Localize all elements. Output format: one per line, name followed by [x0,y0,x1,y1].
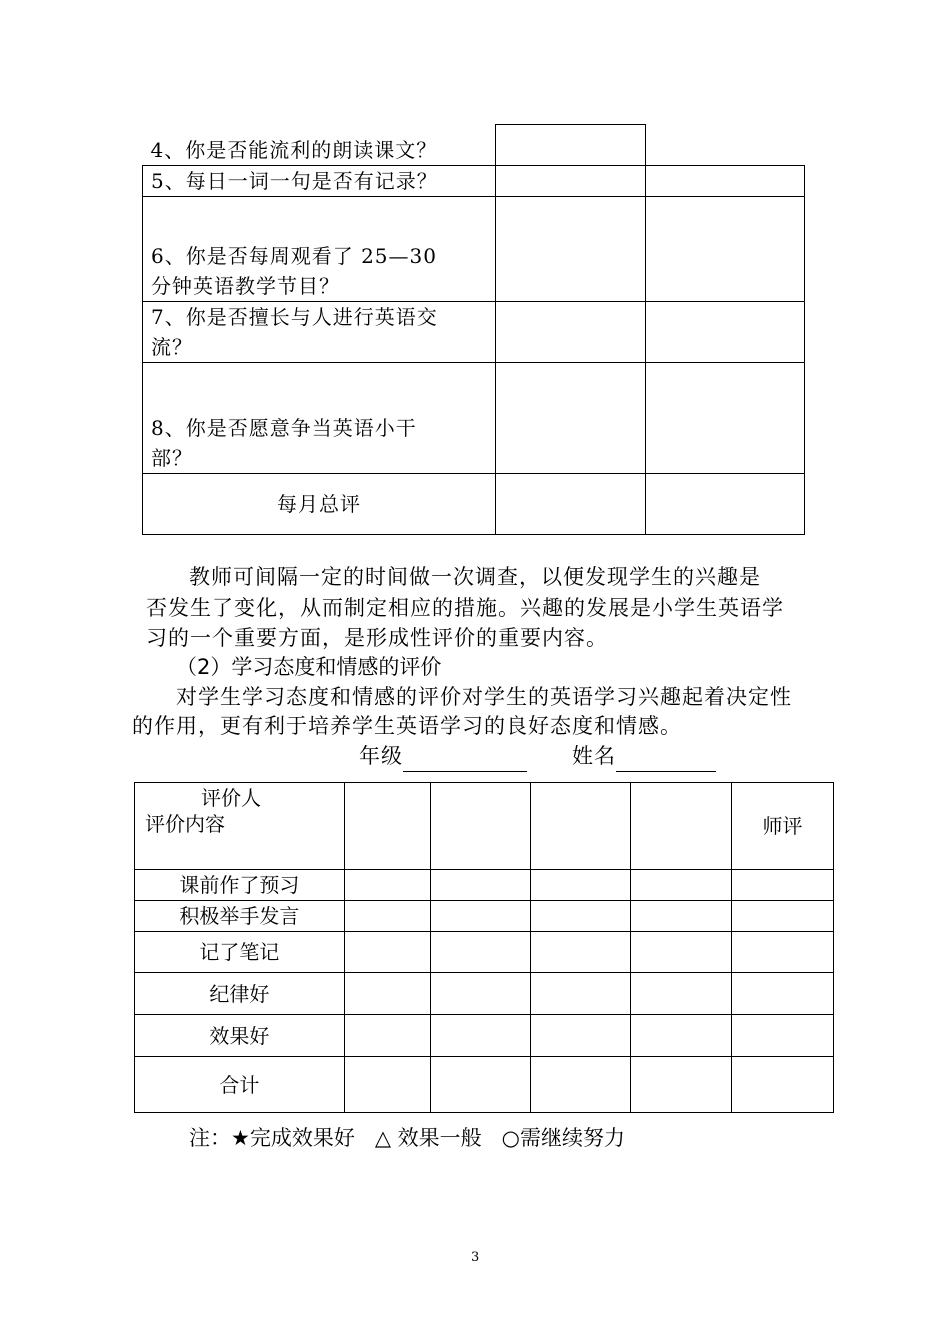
evaluation-cell [344,870,430,901]
evaluation-cell [732,1015,834,1057]
name-input-line[interactable] [616,747,716,772]
grade-field [359,741,527,772]
evaluation-row-label: 课前作了预习 [135,870,345,901]
evaluator-cell [430,783,531,870]
evaluation-cell [430,1057,531,1113]
evaluation-cell [430,870,531,901]
legend-note [189,1122,625,1152]
survey-question-8 [143,363,496,474]
evaluation-cell [732,932,834,973]
evaluator-cell [631,783,732,870]
evaluation-cell [430,1015,531,1057]
evaluation-cell [531,870,631,901]
survey-cell [495,363,646,474]
evaluation-row-label: 积极举手发言 [135,901,345,932]
survey-question-7-text: 7、你是否擅长与人进行英语交流？ [151,305,438,359]
paragraph-1-line-3: 习的一个重要方面，是形成性评价的重要内容。 [146,626,608,650]
survey-question-8-text: 8、你是否愿意争当英语小干部？ [151,416,417,470]
evaluation-cell [344,1057,430,1113]
survey-cell [495,302,646,363]
evaluation-cell [732,901,834,932]
header-evaluator: 评价人 [201,786,261,810]
survey-question-6 [143,197,496,302]
survey-question-5: 5、每日一词一句是否有记录？ [143,166,496,197]
note-average: △ 效果一般 [374,1126,482,1150]
evaluation-cell [631,870,732,901]
evaluation-cell [631,932,732,973]
section-heading: （2）学习态度和情感的评价 [176,655,442,679]
survey-cell [495,197,646,302]
paragraph-2-line-1: 对学生学习态度和情感的评价对学生的英语学习兴趣起着决定性 [176,685,792,709]
evaluation-cell [344,1015,430,1057]
name-field [572,741,716,772]
survey-question-7 [143,302,496,363]
evaluation-cell [631,901,732,932]
evaluation-cell [531,901,631,932]
evaluation-cell [430,901,531,932]
evaluation-cell [631,1015,732,1057]
evaluation-cell [430,932,531,973]
header-content: 评价内容 [145,812,225,836]
evaluation-cell [430,973,531,1015]
grade-label: 年级 [359,744,403,768]
evaluation-cell [531,1057,631,1113]
survey-cell [646,474,805,535]
name-label: 姓名 [572,744,616,768]
evaluation-cell [732,973,834,1015]
note-needs-effort: ○需继续努力 [501,1126,625,1150]
survey-cell [495,125,646,166]
evaluation-header-cell [135,783,345,870]
evaluation-cell [531,1015,631,1057]
note-prefix: 注： [189,1126,231,1150]
evaluation-cell [732,870,834,901]
evaluation-cell [631,973,732,1015]
evaluation-cell [732,1057,834,1113]
grade-input-line[interactable] [403,747,527,772]
evaluation-cell [344,901,430,932]
survey-cell [646,302,805,363]
evaluation-total-label: 合计 [135,1057,345,1113]
survey-question-4: 4、你是否能流利的朗读课文？ [143,125,496,166]
survey-cell [646,125,805,166]
survey-question-6-text: 6、你是否每周观看了 25—30 分钟英语教学节目？ [151,244,437,298]
note-good: ★完成效果好 [231,1126,355,1150]
evaluation-row-label: 纪律好 [135,973,345,1015]
paragraph-2-line-2: 的作用，更有利于培养学生英语学习的良好态度和情感。 [132,714,682,738]
monthly-summary-label: 每月总评 [143,474,496,535]
evaluation-table [134,782,834,1113]
header-teacher: 师评 [732,783,834,870]
evaluation-cell [531,932,631,973]
paragraph-1-line-2: 否发生了变化，从而制定相应的措施。兴趣的发展是小学生英语学 [146,596,784,620]
survey-table [142,124,805,535]
survey-cell [646,166,805,197]
evaluator-cell [344,783,430,870]
evaluation-row-label: 记了笔记 [135,932,345,973]
evaluation-cell [531,973,631,1015]
evaluator-cell [531,783,631,870]
paragraph-1-line-1: 教师可间隔一定的时间做一次调查，以便发现学生的兴趣是 [189,565,761,589]
evaluation-cell [344,932,430,973]
survey-cell [646,363,805,474]
page-number: 3 [471,1250,480,1265]
evaluation-row-label: 效果好 [135,1015,345,1057]
evaluation-cell [631,1057,732,1113]
evaluation-cell [344,973,430,1015]
survey-cell [495,166,646,197]
survey-cell [495,474,646,535]
survey-cell [646,197,805,302]
